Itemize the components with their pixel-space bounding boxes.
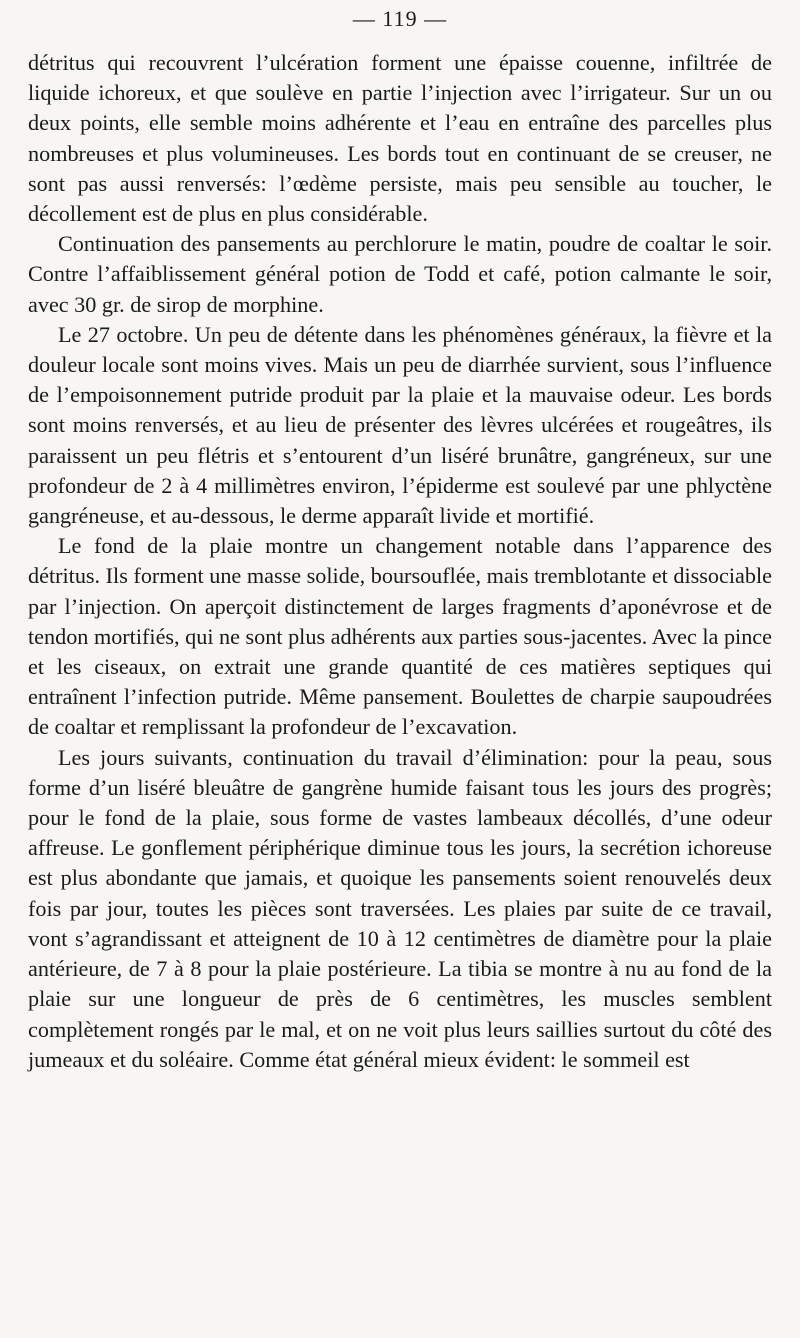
paragraph-continuation: détritus qui recouvrent l’ulcération forment une épaisse couenne, infiltrée de liquide ichoreux, et que soulève en partie l’injection avec l’irrigateur. Sur un ou deux points, elle semble moins adhérente et l’eau en entraîne des parcelles plus nombreuses et plus volumineuses. Les bords tout en continuant de se creuser, ne sont pas aussi renversés: l’œdème persiste, mais peu sensible au toucher, le décollement est de plus en plus considérable. bbox=[28, 50, 772, 227]
body-text bbox=[28, 48, 772, 1075]
paragraph-following-days: Les jours suivants, continuation du travail d’élimination: pour la peau, sous forme d’un liséré bleuâtre de gangrène humide faisant tous les jours des progrès; pour le fond de la plaie, sous forme de vastes lambeaux décollés, d’une odeur affreuse. Le gonflement périphérique diminue tous les jours, la secrétion ichoreuse est plus abondante que jamais, et quoique les pansements soient renouvelés deux fois par jour, toutes les pièces sont traversées. Les plaies par suite de ce travail, vont s’agrandissant et atteignent de 10 à 12 centimètres de diamètre pour la plaie antérieure, de 7 à 8 pour la plaie postérieure. La tibia se montre à nu au fond de la plaie sur une longueur de près de 6 centimètres, les muscles semblent complètement rongés par le mal, et on ne voit plus leurs saillies surtout du côté des jumeaux et du soléaire. Comme état général mieux évident: le sommeil est bbox=[28, 744, 772, 1072]
paragraph-wound-bed: Le fond de la plaie montre un changement notable dans l’apparence des détritus. Ils forment une masse solide, boursouflée, mais tremblotante et dissociable par l’injection. On aperçoit distinctement de larges fragments d’aponévrose et de tendon mortifiés, qui ne sont plus adhérents aux parties sous-jacentes. Avec la pince et les ciseaux, on extrait une grande quantité de ces matières septiques qui entraînent l’infection putride. Même pansement. Boulettes de charpie saupoudrées de coaltar et remplissant la profondeur de l’excavation. bbox=[28, 533, 772, 740]
paragraph-treatment: Continuation des pansements au perchlorure le matin, poudre de coaltar le soir. Contre l’affaiblissement général potion de Todd et café, potion calmante le soir, avec 30 gr. de sirop de morphine. bbox=[28, 231, 772, 317]
page-number: — 119 — bbox=[352, 6, 448, 31]
paragraph-october-27: Le 27 octobre. Un peu de détente dans les phénomènes généraux, la fièvre et la douleur locale sont moins vives. Mais un peu de diarrhée survient, sous l’influence de l’empoisonnement putride produit par la plaie et la mauvaise odeur. Les bords sont moins renversés, et au lieu de présenter des lèvres ulcérées et rougeâtres, ils paraissent un peu flétris et s’entourent d’un liséré brunâtre, gangréneux, sur une profondeur de 2 à 4 millimètres environ, l’épiderme est soulevé par une phlyctène gangréneuse, et au-dessous, le derme apparaît livide et mortifié. bbox=[28, 321, 772, 529]
